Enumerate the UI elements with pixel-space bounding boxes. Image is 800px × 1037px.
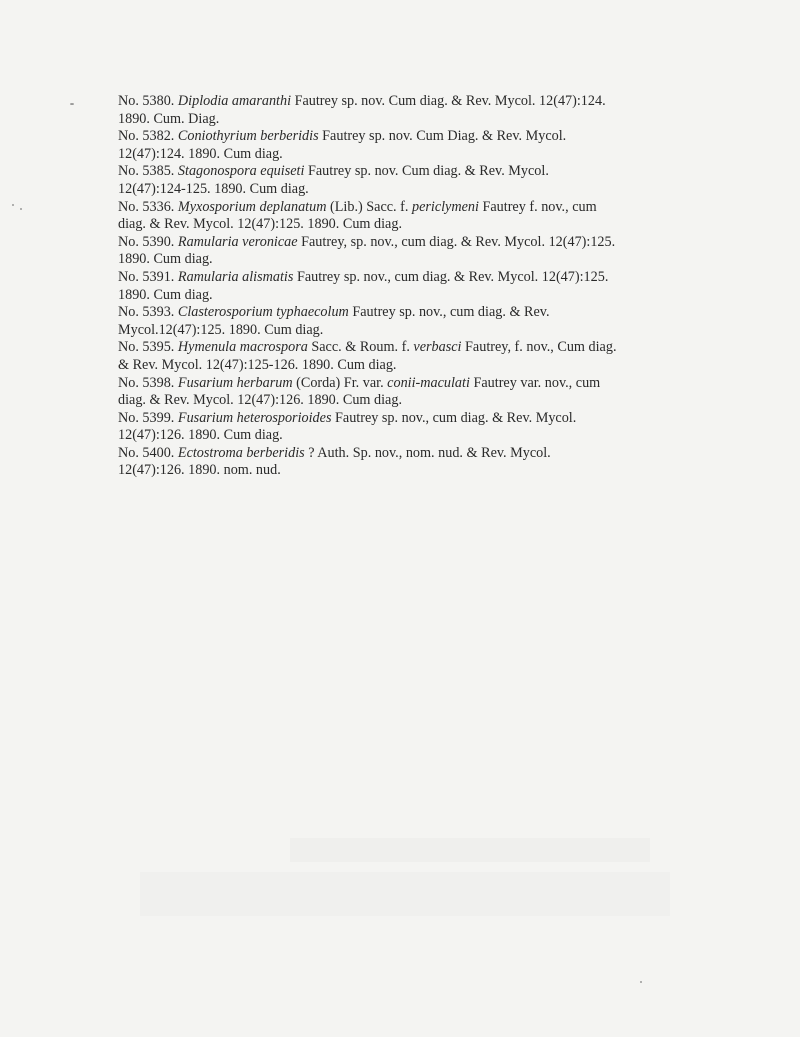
entry-text: Fautrey f. nov., cum [478, 198, 597, 215]
entry-number: No. 5391. [118, 268, 178, 285]
entry-list [118, 93, 693, 480]
list-item [118, 410, 693, 445]
scan-speck [12, 204, 14, 206]
taxon-name: Coniothyrium berberidis [177, 128, 319, 145]
bleed-through-shadow [140, 872, 670, 916]
infraspecific-name: conii-maculati [387, 374, 470, 391]
entry-text-continued: diag. & Rev. Mycol. 12(47):125. 1890. Cum diag. [118, 216, 402, 233]
entry-text-continued: diag. & Rev. Mycol. 12(47):126. 1890. Cum diag. [118, 392, 402, 409]
list-item [118, 304, 693, 339]
list-item [118, 445, 693, 480]
taxon-name: Fusarium heterosporioides [177, 409, 332, 426]
entry-number: No. 5336. [118, 198, 178, 215]
list-item [118, 93, 693, 128]
taxon-name: Ectostroma berberidis [177, 444, 305, 461]
list-item [118, 269, 693, 304]
list-item [118, 128, 693, 163]
bleed-through-shadow [290, 838, 650, 862]
entry-text: ? Auth. Sp. nov., nom. nud. & Rev. Mycol. [304, 444, 551, 461]
list-item [118, 199, 693, 234]
entry-text-continued: 1890. Cum diag. [118, 251, 213, 268]
entry-number: No. 5390. [118, 233, 178, 250]
entry-text: Fautrey sp. nov. Cum diag. & Rev. Mycol. [304, 163, 549, 180]
entry-number: No. 5399. [118, 409, 178, 426]
taxon-name: Diplodia amaranthi [177, 93, 292, 109]
entry-number: No. 5393. [118, 304, 178, 321]
taxon-name: Stagonospora equiseti [177, 163, 305, 180]
entry-text: Fautrey, sp. nov., cum diag. & Rev. Mycol. 12(47):125. [297, 233, 616, 250]
entry-text: Fautrey sp. nov. Cum diag. & Rev. Mycol. 12(47):124. [291, 93, 606, 109]
entry-text: Sacc. & Roum. f. [307, 339, 414, 356]
taxon-name: Hymenula macrospora [177, 339, 308, 356]
entry-text: Fautrey sp. nov. Cum Diag. & Rev. Mycol. [318, 128, 567, 145]
entry-text: Fautrey sp. nov., cum diag. & Rev. Mycol. [331, 409, 577, 426]
entry-number: No. 5382. [118, 128, 178, 145]
entry-number: No. 5400. [118, 444, 178, 461]
entry-text-continued: 12(47):126. 1890. Cum diag. [118, 427, 283, 444]
entry-text-continued: 1890. Cum. Diag. [118, 110, 220, 127]
entry-text-continued: & Rev. Mycol. 12(47):125-126. 1890. Cum diag. [118, 356, 397, 373]
entry-text: Fautrey sp. nov., cum diag. & Rev. Mycol. 12(47):125. [293, 268, 609, 285]
entry-text: (Lib.) Sacc. f. [326, 198, 412, 215]
entry-text-continued: 1890. Cum diag. [118, 286, 213, 303]
list-item [118, 234, 693, 269]
entry-text: (Corda) Fr. var. [292, 374, 388, 391]
list-item [118, 375, 693, 410]
entry-text-continued: Mycol.12(47):125. 1890. Cum diag. [118, 321, 324, 338]
entry-text: Fautrey sp. nov., cum diag. & Rev. [348, 304, 550, 321]
scan-speck [70, 103, 74, 105]
entry-text: Fautrey, f. nov., Cum diag. [461, 339, 617, 356]
entry-number: No. 5385. [118, 163, 178, 180]
taxon-name: Ramularia veronicae [177, 233, 298, 250]
taxon-name: Myxosporium deplanatum [177, 198, 327, 215]
entry-number: No. 5380. [118, 93, 178, 109]
entry-number: No. 5395. [118, 339, 178, 356]
entry-text: Fautrey var. nov., cum [469, 374, 601, 391]
taxon-name: Clasterosporium typhaecolum [177, 304, 349, 321]
taxon-name: Fusarium herbarum [177, 374, 293, 391]
infraspecific-name: verbasci [413, 339, 462, 356]
entry-number: No. 5398. [118, 374, 178, 391]
list-item [118, 339, 693, 374]
entry-text-continued: 12(47):126. 1890. nom. nud. [118, 462, 281, 479]
scan-speck [20, 208, 22, 210]
list-item [118, 163, 693, 198]
infraspecific-name: periclymeni [411, 198, 479, 215]
entry-text-continued: 12(47):124-125. 1890. Cum diag. [118, 180, 309, 197]
entry-text-continued: 12(47):124. 1890. Cum diag. [118, 145, 283, 162]
taxon-name: Ramularia alismatis [177, 268, 294, 285]
scan-speck [640, 981, 642, 983]
